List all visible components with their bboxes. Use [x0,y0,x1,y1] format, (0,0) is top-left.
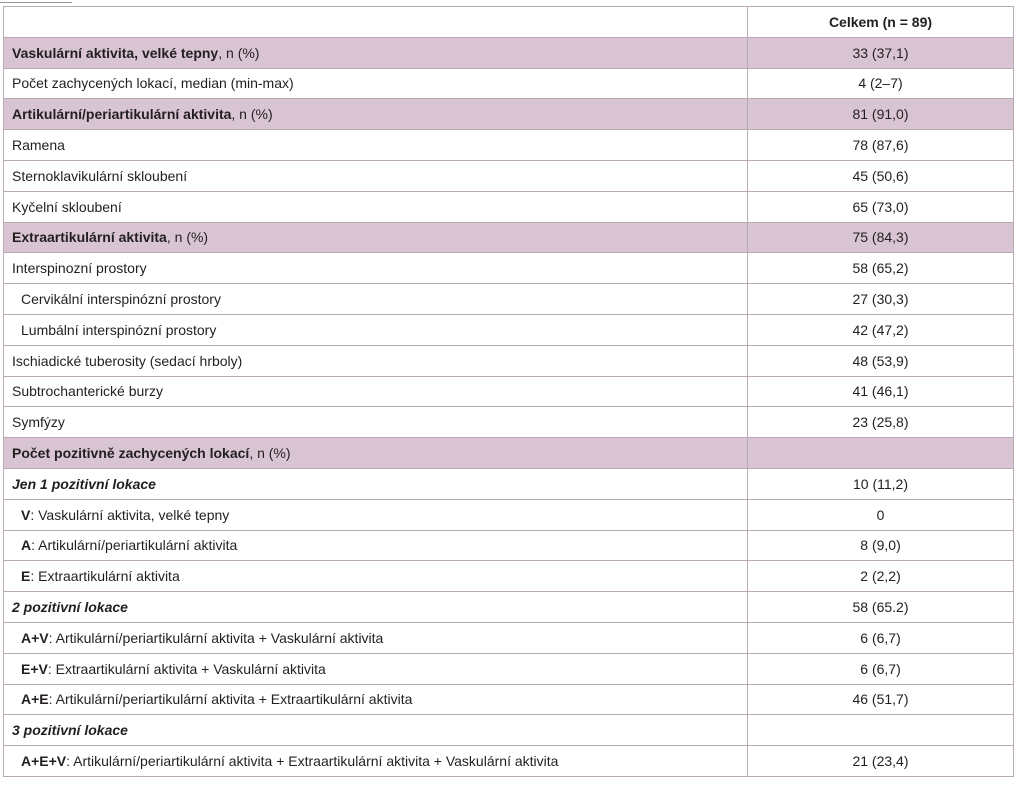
row-label-suffix: , n (%) [218,44,260,61]
row-code: V [21,506,31,523]
row-label-cell [4,592,748,623]
row-label-cell [4,37,748,68]
table-row [4,130,1014,161]
row-value-cell: 4 (2–7) [748,68,1014,99]
row-value-cell: 0 [748,499,1014,530]
row-heading: Artikulární/periartikulární aktivita [12,106,232,123]
row-label-suffix: : Artikulární/periartikulární aktivita [31,537,238,554]
row-value-cell [748,715,1014,746]
row-value-cell: 58 (65.2) [748,592,1014,623]
header-label-cell [4,7,748,38]
row-heading: 2 pozitivní lokace [12,599,128,616]
table-row [4,314,1014,345]
table-row [4,68,1014,99]
row-value-cell: 45 (50,6) [748,160,1014,191]
table-row [4,253,1014,284]
row-label: Sternoklavikulární skloubení [12,167,188,184]
row-heading: Extraartikulární aktivita [12,229,167,246]
row-label-cell [4,746,748,777]
row-value-cell: 21 (23,4) [748,746,1014,777]
row-value-cell: 42 (47,2) [748,314,1014,345]
table-row [4,407,1014,438]
row-value-cell: 23 (25,8) [748,407,1014,438]
row-code: A+V [21,629,49,646]
row-label-cell [4,715,748,746]
table-row [4,160,1014,191]
row-heading: Jen 1 pozitivní lokace [12,475,156,492]
row-code: E+V [21,660,48,677]
row-label-cell [4,160,748,191]
table-row [4,746,1014,777]
row-label-cell [4,253,748,284]
row-label-suffix: , n (%) [231,106,273,123]
row-value-cell: 41 (46,1) [748,376,1014,407]
row-label-cell [4,622,748,653]
row-label-cell [4,468,748,499]
row-value-cell: 33 (37,1) [748,37,1014,68]
row-label-suffix: : Artikulární/periartikulární aktivita + Extraartikulární aktivita + Vaskulární aktivita [66,753,559,770]
row-label-cell [4,68,748,99]
table-row [4,468,1014,499]
table-header-row [4,7,1014,38]
row-label-cell [4,345,748,376]
row-label: Ramena [12,137,65,154]
row-value-cell: 58 (65,2) [748,253,1014,284]
row-heading: 3 pozitivní lokace [12,722,128,739]
row-label-cell [4,130,748,161]
header-total-cell: Celkem (n = 89) [748,7,1014,38]
row-label-cell [4,284,748,315]
row-value-cell: 10 (11,2) [748,468,1014,499]
row-label-cell [4,407,748,438]
results-table [3,6,1014,777]
row-code: A+E+V [21,753,67,770]
table-row [4,684,1014,715]
row-label-cell [4,499,748,530]
row-label: Cervikální interspinózní prostory [21,291,221,308]
row-label-suffix: : Artikulární/periartikulární aktivita + Vaskulární aktivita [48,629,384,646]
row-label-cell [4,99,748,130]
row-heading: Vaskulární aktivita, velké tepny [12,44,219,61]
row-label-cell [4,438,748,469]
row-label: Počet zachycených lokací, median (min-max) [12,75,294,92]
row-label-suffix: : Vaskulární aktivita, velké tepny [30,506,230,523]
row-label-cell [4,314,748,345]
row-code: E [21,568,31,585]
row-value-cell: 65 (73,0) [748,191,1014,222]
table-section-row [4,99,1014,130]
row-value-cell [748,438,1014,469]
table-row [4,653,1014,684]
row-label: Lumbální interspinózní prostory [21,321,217,338]
row-label-suffix: , n (%) [166,229,209,246]
table-row [4,530,1014,561]
table-section-row [4,438,1014,469]
table-row [4,592,1014,623]
table-row [4,191,1014,222]
row-value-cell: 48 (53,9) [748,345,1014,376]
row-label-cell [4,561,748,592]
row-value-cell: 6 (6,7) [748,622,1014,653]
row-code: A [21,537,32,554]
row-label-cell [4,376,748,407]
row-label: Kyčelní skloubení [12,198,122,215]
table-section-row [4,222,1014,253]
row-heading: Počet pozitivně zachycených lokací [12,445,250,462]
row-value-cell: 27 (30,3) [748,284,1014,315]
row-value-cell: 75 (84,3) [748,222,1014,253]
table-row [4,561,1014,592]
table-row [4,715,1014,746]
row-label-suffix: : Extraartikulární aktivita [30,568,180,585]
table-row [4,499,1014,530]
row-value-cell: 81 (91,0) [748,99,1014,130]
table-row [4,376,1014,407]
row-label-suffix: : Artikulární/periartikulární aktivita + Extraartikulární aktivita [48,691,413,708]
table-row [4,345,1014,376]
row-value-cell: 8 (9,0) [748,530,1014,561]
row-value-cell: 6 (6,7) [748,653,1014,684]
row-label-cell [4,684,748,715]
row-code: A+E [21,691,49,708]
row-label: Symfýzy [12,414,65,431]
row-value-cell: 2 (2,2) [748,561,1014,592]
row-value-cell: 78 (87,6) [748,130,1014,161]
row-value-cell: 46 (51,7) [748,684,1014,715]
row-label-cell [4,222,748,253]
table-row [4,622,1014,653]
table-section-row [4,37,1014,68]
row-label-cell [4,530,748,561]
row-label: Ischiadické tuberosity (sedací hrboly) [12,352,243,369]
row-label: Subtrochanterické burzy [12,383,163,400]
row-label-cell [4,191,748,222]
row-label-suffix: , n (%) [249,445,291,462]
row-label-suffix: : Extraartikulární aktivita + Vaskulární aktivita [47,660,326,677]
row-label: Interspinozní prostory [12,260,147,277]
row-label-cell [4,653,748,684]
table-row [4,284,1014,315]
